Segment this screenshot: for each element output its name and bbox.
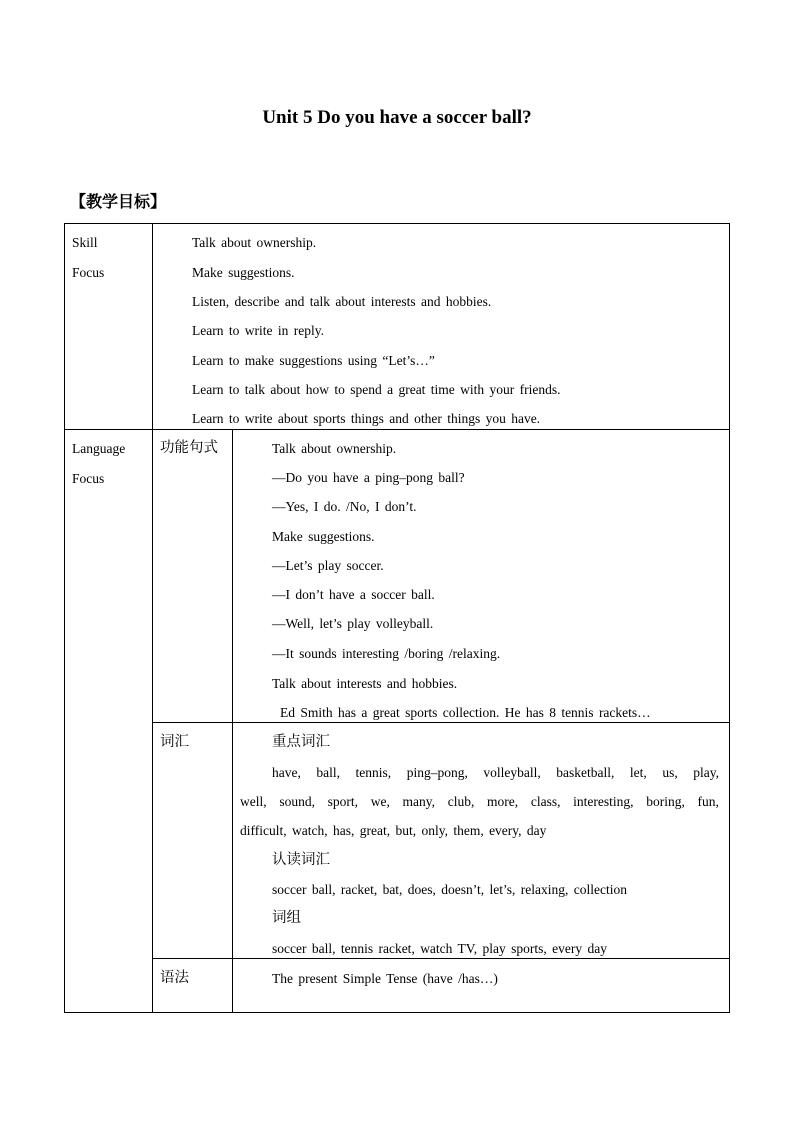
key-word: tennis, <box>355 765 392 780</box>
page-title: Unit 5 Do you have a soccer ball? <box>262 107 532 128</box>
skill-focus-item: Talk about ownership. <box>192 235 317 250</box>
key-word: interesting, <box>573 794 634 809</box>
key-word: let, <box>629 765 647 780</box>
function-line: Ed Smith has a great sports collection. He has 8 tennis rackets… <box>280 705 651 720</box>
skill-focus-label-line1: Skill <box>72 235 98 250</box>
skill-focus-item: Learn to write in reply. <box>192 323 324 338</box>
section-heading: 【教学目标】 <box>70 192 167 211</box>
table-border-top <box>64 223 730 224</box>
grammar-label: 语法 <box>160 970 189 986</box>
key-word: sport, <box>327 794 359 809</box>
key-word: club, <box>447 794 475 809</box>
vocabulary-label: 词汇 <box>160 734 189 750</box>
function-line: Talk about interests and hobbies. <box>272 676 458 691</box>
key-word: ball, <box>316 765 341 780</box>
skill-focus-label-line2: Focus <box>72 265 105 280</box>
key-word: we, <box>370 794 390 809</box>
recognition-words: soccer ball, racket, bat, does, doesn’t, let’s, relaxing, collection <box>272 882 628 897</box>
column-divider-sublabel <box>232 429 233 1013</box>
key-word: sound, <box>279 794 315 809</box>
phrases-heading: 词组 <box>272 910 301 926</box>
skill-focus-item: Listen, describe and talk about interests and hobbies. <box>192 294 492 309</box>
function-line: —Well, let’s play volleyball. <box>272 616 434 631</box>
key-words-line-1 <box>272 764 719 782</box>
column-divider-label <box>152 223 153 1013</box>
skill-focus-item: Make suggestions. <box>192 265 295 280</box>
key-word: many, <box>402 794 436 809</box>
key-word: class, <box>530 794 561 809</box>
function-line: —Let’s play soccer. <box>272 558 384 573</box>
table-border-right <box>729 223 730 1013</box>
key-word: us, <box>662 765 678 780</box>
row-divider-vocabulary-grammar <box>152 958 730 959</box>
key-word: play, <box>693 765 719 780</box>
key-word: well, <box>240 794 267 809</box>
skill-focus-item: Learn to make suggestions using “Let’s…” <box>192 353 435 368</box>
key-word: volleyball, <box>483 765 541 780</box>
key-words-line-2 <box>240 793 719 811</box>
skill-focus-item: Learn to write about sports things and other things you have. <box>192 411 541 426</box>
function-line: Make suggestions. <box>272 529 375 544</box>
key-vocabulary-heading: 重点词汇 <box>272 734 330 750</box>
function-line: —I don’t have a soccer ball. <box>272 587 435 602</box>
key-word: fun, <box>697 794 719 809</box>
key-word: more, <box>487 794 519 809</box>
function-line: Talk about ownership. <box>272 441 397 456</box>
functions-label: 功能句式 <box>160 440 218 456</box>
phrases: soccer ball, tennis racket, watch TV, play sports, every day <box>272 941 608 956</box>
table-border-bottom <box>64 1012 730 1013</box>
key-word: boring, <box>646 794 685 809</box>
row-divider-functions-vocabulary <box>152 722 730 723</box>
key-word: ping–pong, <box>406 765 468 780</box>
function-line: —It sounds interesting /boring /relaxing. <box>272 646 501 661</box>
skill-focus-item: Learn to talk about how to spend a great time with your friends. <box>192 382 561 397</box>
language-focus-label-line2: Focus <box>72 471 105 486</box>
table-border-left <box>64 223 65 1013</box>
language-focus-label-line1: Language <box>72 441 126 456</box>
function-line: —Do you have a ping–pong ball? <box>272 470 465 485</box>
key-words-line-3: difficult, watch, has, great, but, only, them, every, day <box>240 823 547 838</box>
key-word: have, <box>272 765 301 780</box>
function-line: —Yes, I do. /No, I don’t. <box>272 499 417 514</box>
row-divider-skill-language <box>64 429 730 430</box>
key-word: basketball, <box>556 765 615 780</box>
grammar-text: The present Simple Tense (have /has…) <box>272 971 498 986</box>
recognition-vocabulary-heading: 认读词汇 <box>272 852 330 868</box>
